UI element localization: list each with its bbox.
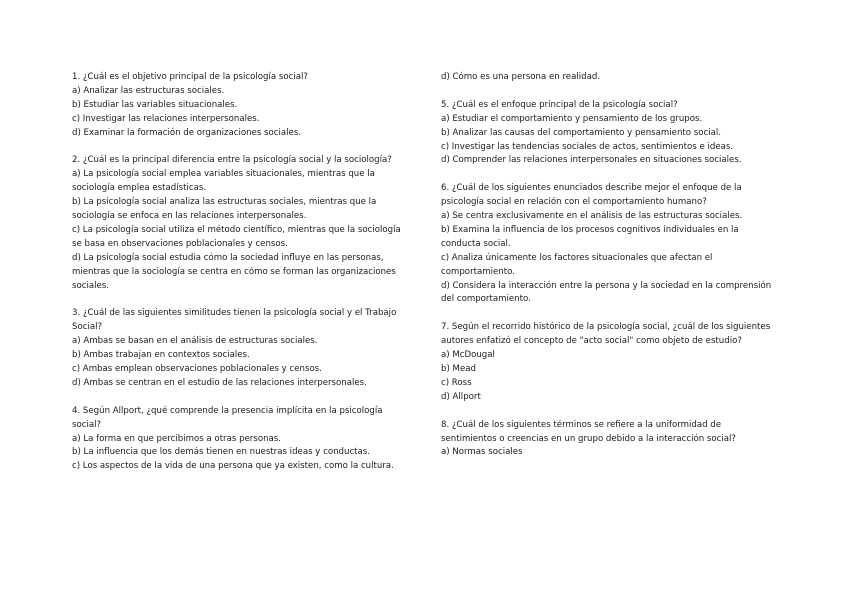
answer-option: b) Analizar las causas del comportamiento y pensamiento social. xyxy=(441,127,721,138)
answer-option: d) Ambas se centran en el estudio de las relaciones interpersonales. xyxy=(72,377,367,388)
question-text: 3. ¿Cuál de las siguientes similitudes tienen la psicología social y el Trabajo Social? xyxy=(72,308,397,333)
answer-option: a) Ambas se basan en el análisis de estructuras sociales. xyxy=(72,336,318,347)
answer-option: d) La psicología social estudia cómo la sociedad influye en las personas, mientras que la sociología se centra en cómo se forman las organizaciones sociales. xyxy=(72,252,396,291)
answer-option: d) Examinar la formación de organizaciones sociales. xyxy=(72,127,302,138)
answer-option: a) McDougal xyxy=(441,350,495,361)
question-8 xyxy=(441,419,776,461)
answer-option: c) Ross xyxy=(441,377,472,388)
right-column xyxy=(441,71,776,474)
answer-option: c) Investigar las relaciones interpersonales. xyxy=(72,113,260,124)
question-text: 6. ¿Cuál de los siguientes enunciados describe mejor el enfoque de la psicología social en relación con el comportamiento humano? xyxy=(441,183,742,208)
answer-option: c) Los aspectos de la vida de una persona que ya existen, como la cultura. xyxy=(72,461,394,472)
answer-option: b) Mead xyxy=(441,363,476,374)
answer-option: d) Comprender las relaciones interpersonales en situaciones sociales. xyxy=(441,155,742,166)
answer-option: b) Estudiar las variables situacionales. xyxy=(72,99,238,110)
question-1 xyxy=(72,71,408,141)
question-6 xyxy=(441,182,776,307)
answer-option: b) Examina la influencia de los procesos cognitivos individuales en la conducta social. xyxy=(441,224,739,249)
answer-option: a) Estudiar el comportamiento y pensamiento de los grupos. xyxy=(441,113,703,124)
answer-option: a) La forma en que percibimos a otras personas. xyxy=(72,433,282,444)
question-4 xyxy=(72,405,408,475)
question-text: 2. ¿Cuál es la principal diferencia entre la psicología social y la sociología? xyxy=(72,155,392,166)
left-column xyxy=(72,71,408,488)
answer-option: d) Cómo es una persona en realidad. xyxy=(441,72,601,82)
answer-option: b) Ambas trabajan en contextos sociales. xyxy=(72,350,250,361)
answer-option: c) Ambas emplean observaciones poblacionales y censos. xyxy=(72,364,322,374)
answer-option: a) Se centra exclusivamente en el análisis de las estructuras sociales. xyxy=(441,211,743,222)
question-text: 5. ¿Cuál es el enfoque principal de la psicología social? xyxy=(441,99,678,110)
answer-option: a) La psicología social emplea variables situacionales, mientras que la sociología emplea estadísticas. xyxy=(72,169,375,194)
answer-option: b) La psicología social analiza las estructuras sociales, mientras que la sociología se enfoca en las relaciones interpersonales. xyxy=(72,197,377,222)
question-3 xyxy=(72,307,408,390)
answer-option: b) La influencia que los demás tienen en nuestras ideas y conductas. xyxy=(72,447,371,458)
answer-option: c) La psicología social utiliza el método científico, mientras que la sociología se basa en observaciones poblacionales y censos. xyxy=(72,224,401,249)
question-5 xyxy=(441,99,776,169)
question-text: 4. Según Allport, ¿qué comprende la presencia implícita en la psicología social? xyxy=(72,405,383,430)
question-text: 7. Según el recorrido histórico de la psicología social, ¿cuál de los siguientes autores enfatizó el concepto de "acto social" como objeto de estudio? xyxy=(441,322,771,347)
answer-option: d) Allport xyxy=(441,391,481,402)
answer-option: d) Considera la interacción entre la persona y la sociedad en la comprensión del comportamiento. xyxy=(441,280,772,305)
answer-option: c) Investigar las tendencias sociales de actos, sentimientos e ideas. xyxy=(441,141,734,152)
answer-option: c) Analiza únicamente los factores situacionales que afectan el comportamiento. xyxy=(441,252,713,277)
question-4-continued xyxy=(441,71,776,85)
question-text: 8. ¿Cuál de los siguientes términos se refiere a la uniformidad de sentimientos o creencias en un grupo debido a la interacción social? xyxy=(441,419,736,444)
answer-option: a) Normas sociales xyxy=(441,447,523,458)
question-2 xyxy=(72,154,408,293)
question-text: 1. ¿Cuál es el objetivo principal de la psicología social? xyxy=(72,72,308,82)
question-7 xyxy=(441,321,776,404)
answer-option: a) Analizar las estructuras sociales. xyxy=(72,85,225,96)
